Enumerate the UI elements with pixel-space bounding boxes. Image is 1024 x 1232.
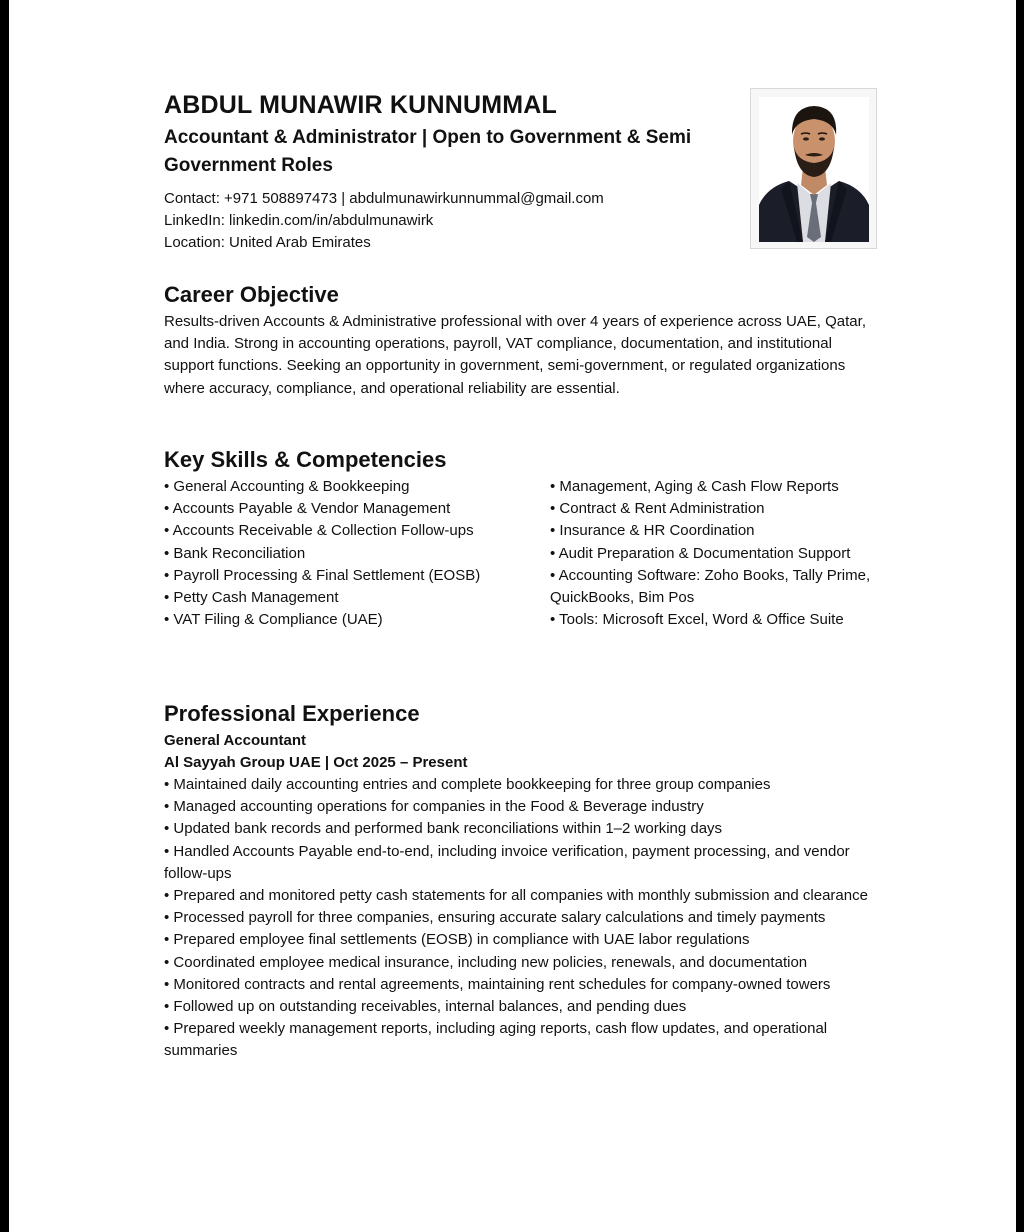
candidate-name: ABDUL MUNAWIR KUNNUMMAL [164,91,557,119]
skills-left-column [164,476,504,631]
portrait-image [759,97,869,242]
skill-item: • General Accounting & Bookkeeping [164,478,410,495]
experience-bullet: • Prepared employee final settlements (EOSB) in compliance with UAE labor regulations [164,931,750,949]
experience-bullet: • Processed payroll for three companies, ensuring accurate salary calculations and timely payments [164,909,826,927]
objective-text: Results-driven Accounts & Administrative professional with over 4 years of experience across UAE, Qatar, and India. Strong in accounting operations, payroll, VAT compliance, documentation, and institutional support functions. Seeking an opportunity in government, semi-government, or regulated organizations where accuracy, compliance, and operational reliability are essential. [164,313,866,397]
skills-grid [164,476,876,631]
experience-bullet: • Prepared and monitored petty cash statements for all companies with monthly submission and clearance [164,887,868,905]
skills-right-column [550,476,876,631]
experience-bullet: • Updated bank records and performed bank reconciliations within 1–2 working days [164,820,723,838]
skill-item: • Management, Aging & Cash Flow Reports [550,478,839,495]
skill-item: • Accounts Payable & Vendor Management [164,500,451,518]
section-title-skills: Key Skills & Competencies [164,447,447,472]
experience-bullets [164,774,876,1063]
section-title-experience: Professional Experience [164,701,420,726]
experience-bullet: • Monitored contracts and rental agreements, maintaining rent schedules for company-owned towers [164,975,831,993]
profile-photo [750,88,877,249]
resume-header [164,90,744,254]
skill-item: • Audit Preparation & Documentation Support [550,544,851,562]
experience-bullet: • Coordinated employee medical insurance, including new policies, renewals, and documentation [164,953,808,971]
skill-item: • Petty Cash Management [164,589,339,607]
linkedin-info: LinkedIn: linkedin.com/in/abdulmunawirk [164,212,434,229]
job-title: General Accountant [164,732,306,749]
skill-item: • Contract & Rent Administration [550,500,765,518]
skill-item: • Insurance & HR Coordination [550,522,755,540]
experience-bullet: • Maintained daily accounting entries and complete bookkeeping for three group companies [164,776,771,793]
section-title-objective: Career Objective [164,282,339,307]
career-objective-section [164,281,876,400]
skills-section [164,446,876,631]
resume-page [9,0,1016,1232]
experience-bullet: • Followed up on outstanding receivables, internal balances, and pending dues [164,998,687,1016]
skill-item: • Accounts Receivable & Collection Follow-ups [164,522,474,540]
experience-bullet: • Handled Accounts Payable end-to-end, including invoice verification, payment processing, and vendor follow-ups [164,842,850,882]
experience-bullet: • Managed accounting operations for companies in the Food & Beverage industry [164,798,704,816]
experience-bullet: • Prepared weekly management reports, including aging reports, cash flow updates, and operational summaries [164,1020,828,1060]
contact-info: Contact: +971 508897473 | abdulmunawirkunnummal@gmail.com [164,190,604,207]
skill-item: • Payroll Processing & Final Settlement (EOSB) [164,566,481,584]
skill-item: • Accounting Software: Zoho Books, Tally Prime, QuickBooks, Bim Pos [550,566,871,607]
skill-item: • Tools: Microsoft Excel, Word & Office Suite [550,611,844,629]
skill-item: • Bank Reconciliation [164,544,306,562]
candidate-headline: Accountant & Administrator | Open to Government & Semi Government Roles [164,127,692,176]
location-info: Location: United Arab Emirates [164,234,371,251]
skill-item: • VAT Filing & Compliance (UAE) [164,611,383,629]
job-company-dates: Al Sayyah Group UAE | Oct 2025 – Present [164,754,468,771]
experience-section [164,700,876,1063]
